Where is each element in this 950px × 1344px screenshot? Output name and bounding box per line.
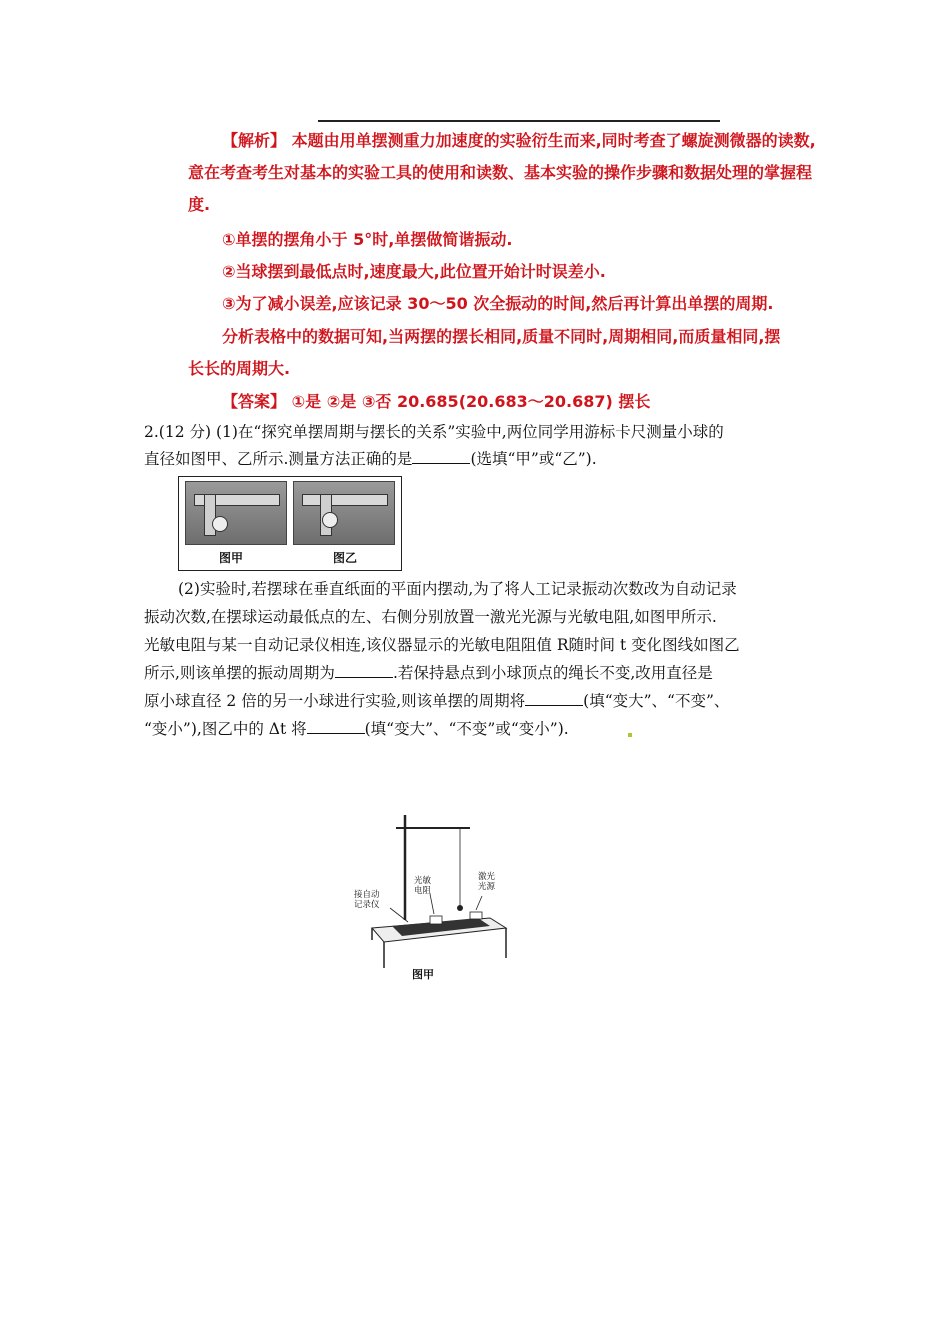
- q2-p2-line-2: 振动次数,在摆球运动最低点的左、右侧分别放置一激光光源与光敏电阻,如图甲所示.: [144, 608, 717, 626]
- analysis-line-3: 度.: [188, 195, 211, 214]
- label-recorder: 接自动 记录仪: [354, 890, 380, 910]
- answer-blank-3[interactable]: [525, 691, 583, 706]
- analysis-text-1: 本题由用单摆测重力加速度的实验衍生而来,同时考查了螺旋测微器的读数,: [291, 131, 816, 150]
- answer-tag: 【答案】: [222, 392, 287, 411]
- analysis-tag: 【解析】: [222, 131, 287, 150]
- caption-jia: 图甲: [219, 551, 244, 565]
- analysis-line-1: [222, 128, 816, 151]
- q2-line-1: 2.(12 分) (1)在“探究单摆周期与摆长的关系”实验中,两位同学用游标卡尺测量小球的: [144, 423, 724, 441]
- answer-line: [222, 389, 650, 412]
- caliper-figure: [178, 476, 402, 571]
- analysis-para-2: 长长的周期大.: [188, 359, 291, 378]
- caliper-photo-jia: [185, 481, 287, 545]
- q2-p2-line-5: 原小球直径 2 倍的另一小球进行实验,则该单摆的周期将 (填“变大”、“不变”、: [144, 692, 730, 710]
- label-photoresistor: 光敏 电阻: [414, 876, 432, 896]
- analysis-item-3: ③为了减小误差,应该记录 30～50 次全振动的时间,然后再计算出单摆的周期.: [222, 294, 774, 313]
- analysis-item-1: ①单摆的摆角小于 5°时,单摆做简谐振动.: [222, 230, 513, 249]
- analysis-para-1: 分析表格中的数据可知,当两摆的摆长相同,质量不同时,周期相同,而质量相同,摆: [222, 327, 781, 346]
- q2-p2-line-1: (2)实验时,若摆球在垂直纸面的平面内摆动,为了将人工记录振动次数改为自动记录: [178, 580, 737, 598]
- pendulum-diagram: [350, 810, 520, 990]
- caption-diagram-jia: 图甲: [412, 968, 434, 981]
- q2-p2-line-4: 所示,则该单摆的振动周期为 .若保持悬点到小球顶点的绳长不变,改用直径是: [144, 664, 713, 682]
- q2-p2-line-6: “变小”),图乙中的 Δt 将 (填“变大”、“不变”或“变小”).: [144, 720, 569, 738]
- answer-blank-1[interactable]: [412, 449, 470, 464]
- top-rule: [318, 120, 720, 122]
- q2-line-2: 直径如图甲、乙所示.测量方法正确的是 (选填“甲”或“乙”).: [144, 450, 597, 468]
- label-laser: 激光 光源: [478, 872, 496, 892]
- caliper-photo-yi: [293, 481, 395, 545]
- answer-blank-2[interactable]: [335, 663, 393, 678]
- analysis-item-2: ②当球摆到最低点时,速度最大,此位置开始计时误差小.: [222, 262, 606, 281]
- answer-blank-4[interactable]: [307, 719, 365, 734]
- answer-text: ①是 ②是 ③否 20.685(20.683～20.687) 摆长: [291, 392, 651, 411]
- green-dot: [628, 733, 632, 737]
- caption-yi: 图乙: [333, 551, 358, 565]
- q2-p2-line-3: 光敏电阻与某一自动记录仪相连,该仪器显示的光敏电阻阻值 R随时间 t 变化图线如图乙: [144, 636, 740, 654]
- analysis-line-2: 意在考查考生对基本的实验工具的使用和读数、基本实验的操作步骤和数据处理的掌握程: [188, 163, 813, 182]
